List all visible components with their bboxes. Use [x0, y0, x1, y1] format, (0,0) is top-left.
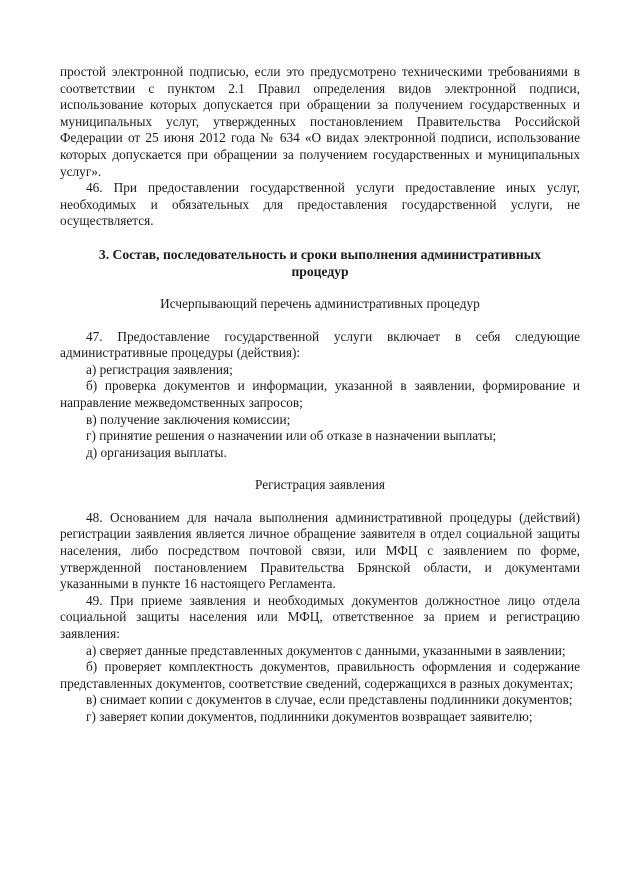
document-page [60, 64, 580, 726]
list-item: г) заверяет копии документов, подлинники документов возвращает заявителю; [86, 709, 533, 724]
spacer [60, 230, 580, 246]
list-item: б) проверяет комплектность документов, правильность оформления и содержание представленных документов, соответствие сведений, содержащихся в разных документах; [60, 659, 580, 691]
list-item: д) организация выплаты. [86, 444, 227, 460]
list-item: в) получение заключения комиссии; [86, 411, 291, 427]
list-item: а) сверяет данные представленных документов с данными, указанными в заявлении; [86, 642, 566, 658]
spacer [60, 461, 580, 477]
list-item: а) регистрация заявления; [86, 361, 233, 377]
list-item: б) проверка документов и информации, указанной в заявлении, формирование и направление межведомственных запросов; [60, 378, 580, 410]
subheading-registration: Регистрация заявления [254, 477, 386, 493]
spacer [60, 313, 580, 329]
spacer [60, 494, 580, 510]
paragraph-48: 48. Основанием для начала выполнения административной процедуры (действий) регистрации заявления является личное обращение заявителя в отдел социальной защиты населения, либо посредством почтовой связи, или МФЦ с заявлением по форме, утвержденной постановлением Правительства Брянской области, и документами указанными в пункте 16 настоящего Регламента. [60, 509, 580, 592]
list-item: г) принятие решения о назначении или об отказе в назначении выплаты; [86, 428, 497, 444]
paragraph-continued: простой электронной подписью, если это предусмотрено техническими требованиями в соответствии с пунктом 2.1 Правил определения видов электронной подписи, использование которых допускается при обращении за получением государственных и муниципальных услуг, утвержденных постановлением Правительства Российской Федерации от 25 июня 2012 года № 634 «О видах электронной подписи, использование которых допускается при обращении за получением государственных и муниципальных услуг». [60, 64, 580, 179]
paragraph-49: 49. При приеме заявления и необходимых документов должностное лицо отдела социальной защиты населения или МФЦ, ответственное за прием и регистрацию заявления: [60, 592, 580, 642]
spacer [60, 280, 580, 296]
paragraph-46: 46. При предоставлении государственной услуги предоставление иных услуг, необходимых и обязательных для предоставления государственной услуги, не осуществляется. [60, 180, 580, 229]
list-item: в) снимает копии с документов в случае, если представлены подлинники документов; [86, 692, 573, 708]
section-heading: 3. Состав, последовательность и сроки выполнения административных процедур [98, 246, 542, 279]
subheading-procedures-list: Исчерпывающий перечень административных процедур [160, 295, 480, 311]
paragraph-47: 47. Предоставление государственной услуги включает в себя следующие административные процедуры (действия): [60, 328, 580, 361]
